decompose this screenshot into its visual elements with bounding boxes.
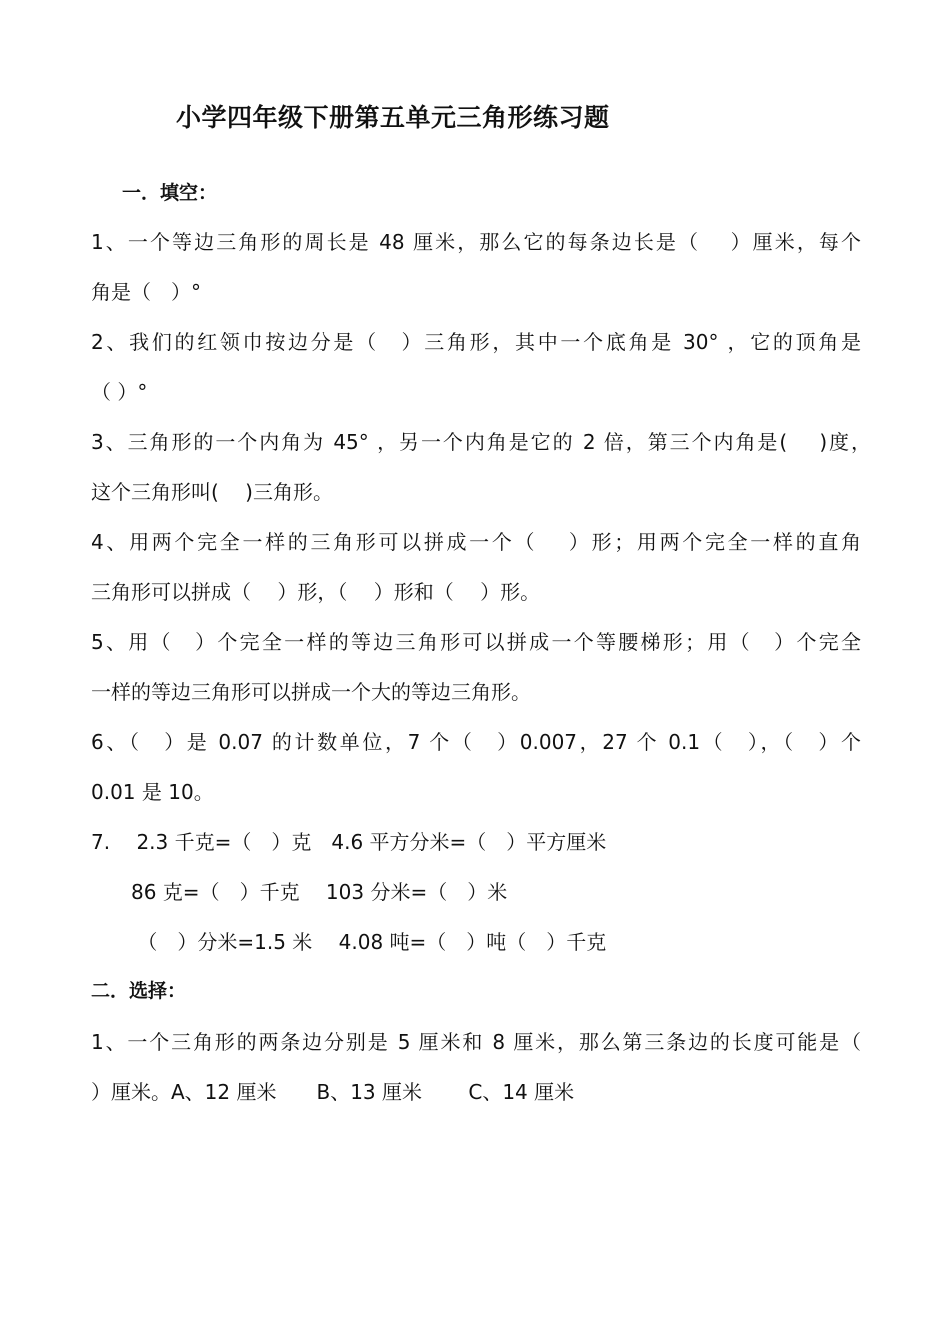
section-heading-multiple-choice: 二．选择： xyxy=(91,980,187,1002)
choice-question-1-line-2: ）厘米。A、12 厘米 B、13 厘米 C、14 厘米 xyxy=(91,1080,575,1104)
question-2-line-1: 2、我们的红领巾按边分是（ ）三角形，其中一个底角是 30° ，它的顶角是 xyxy=(91,330,861,354)
question-6-line-1: 6、（ ）是 0.07 的计数单位，7 个（ ）0.007，27 个 0.1（ ），（ ）个 xyxy=(91,730,861,754)
question-2-line-2: （ ）° xyxy=(91,380,148,404)
section-heading-fill-in: 一．填空： xyxy=(122,182,218,204)
question-3-line-2: 这个三角形叫( )三角形。 xyxy=(91,480,333,504)
choice-question-1-line-1: 1、一个三角形的两条边分别是 5 厘米和 8 厘米，那么第三条边的长度可能是（ xyxy=(91,1030,861,1054)
question-5-line-2: 一样的等边三角形可以拼成一个大的等边三角形。 xyxy=(91,680,531,704)
question-1-line-2: 角是（ ）° xyxy=(91,280,201,304)
question-7-line-2: 86 克=（ ）千克 103 分米=（ ）米 xyxy=(91,880,508,904)
page-title: 小学四年级下册第五单元三角形练习题 xyxy=(176,103,610,132)
question-7-line-3: （ ）分米=1.5 米 4.08 吨=（ ）吨（ ）千克 xyxy=(91,930,607,954)
question-1-line-1: 1、一个等边三角形的周长是 48 厘米，那么它的每条边长是（ ）厘米，每个 xyxy=(91,230,861,254)
question-3-line-1: 3、三角形的一个内角为 45° ，另一个内角是它的 2 倍，第三个内角是( )度， xyxy=(91,430,871,454)
question-4-line-1: 4、用两个完全一样的三角形可以拼成一个（ ）形；用两个完全一样的直角 xyxy=(91,530,861,554)
question-7-line-1: 7. 2.3 千克=（ ）克 4.6 平方分米=（ ）平方厘米 xyxy=(91,830,607,854)
question-4-line-2: 三角形可以拼成（ ）形，（ ）形和（ ）形。 xyxy=(91,580,541,604)
question-5-line-1: 5、用（ ）个完全一样的等边三角形可以拼成一个等腰梯形；用（ ）个完全 xyxy=(91,630,861,654)
question-6-line-2: 0.01 是 10。 xyxy=(91,780,214,804)
